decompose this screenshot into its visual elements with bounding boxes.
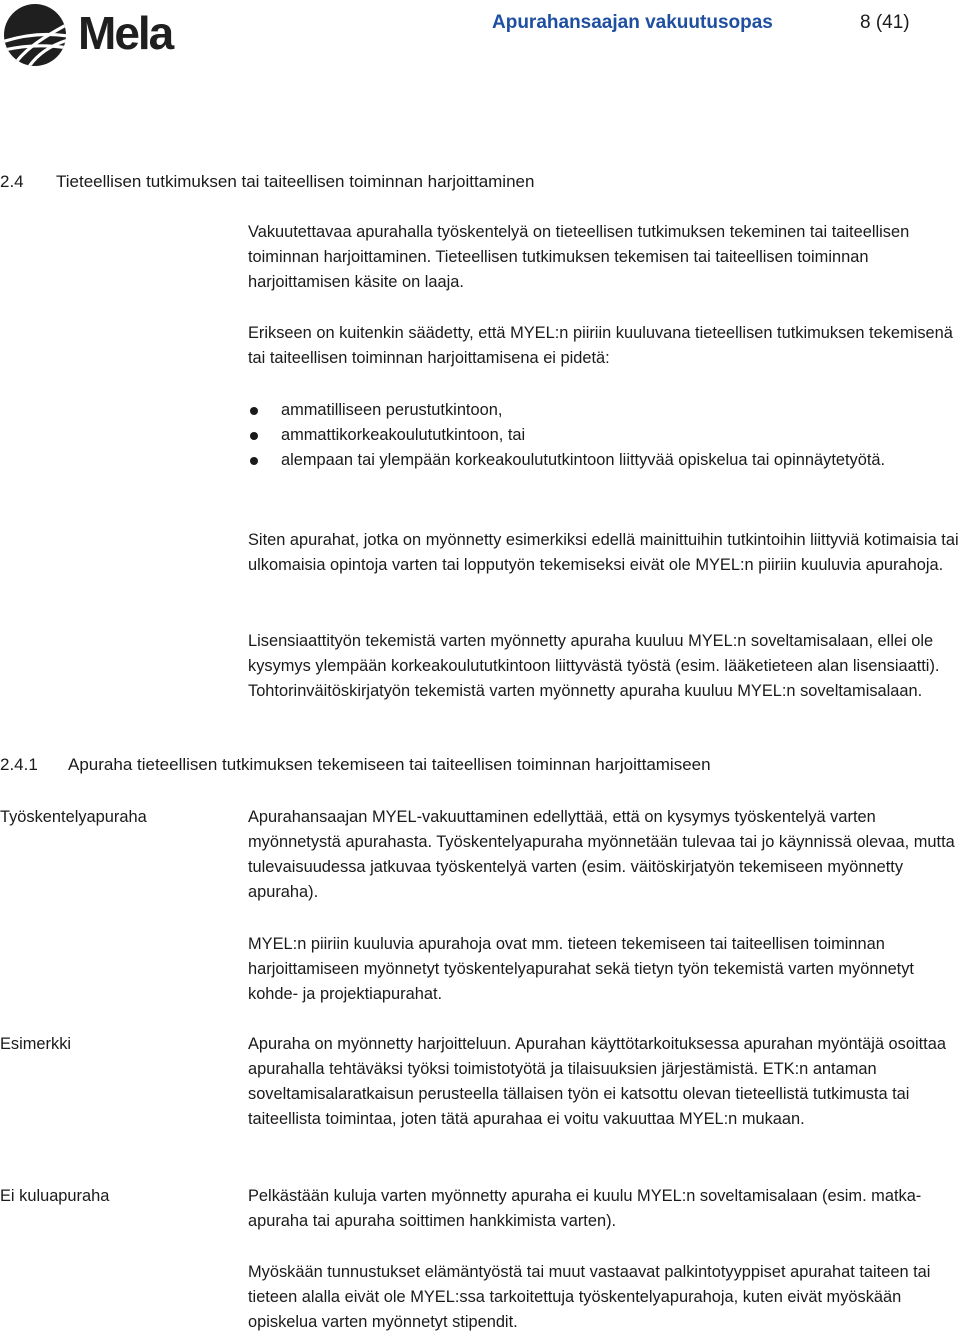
logo-wordmark: Mela bbox=[78, 7, 173, 59]
paragraph-consequence: Siten apurahat, jotka on myönnetty esimerkiksi edellä mainittuihin tutkintoihin liittyviä kotimaisia tai ulkomaisia opintoja varten tai lopputyön tekemiseksi eivät ole MYEL:n piiriin kuuluvia apurahoja. bbox=[248, 531, 959, 574]
bullet-icon bbox=[250, 407, 258, 415]
exclusion-list bbox=[248, 398, 960, 473]
section-title: Tieteellisen tutkimuksen tai taiteellisen toiminnan harjoittaminen bbox=[56, 172, 535, 191]
paragraph-myel-grants: MYEL:n piiriin kuuluvia apurahoja ovat mm. tieteen tekemiseen tai taiteellisen toiminnan harjoittamiseen myönnetyt työskentelyapurahat sekä tietyn työn tekemistä varten myönnetyt kohde- ja projektiapurahat. bbox=[248, 935, 914, 1003]
bullet-icon bbox=[250, 457, 258, 465]
subsection-title: Apuraha tieteellisen tutkimuksen tekemiseen tai taiteellisen toiminnan harjoittamiseen bbox=[68, 755, 711, 774]
section-number: 2.4 bbox=[0, 172, 24, 191]
subsection-heading bbox=[0, 755, 711, 775]
paragraph-expense-grant: Pelkästään kuluja varten myönnetty apuraha ei kuulu MYEL:n soveltamisalaan (esim. matka-apuraha tai apuraha soittimen hankkimista varten). bbox=[248, 1187, 922, 1230]
paragraph-working-grant: Apurahansaajan MYEL-vakuuttaminen edellyttää, että on kysymys työskentelyä varten myönnetystä apurahasta. Työskentelyapuraha myönnetään tulevaa tai jo käynnissä olevaa, mutta tulevaisuudessa jatkuvaa työskentelyä varten (esim. väitöskirjatyön tekemiseen myönnetty apuraha). bbox=[248, 808, 955, 901]
paragraph-exclusions: Erikseen on kuitenkin säädetty, että MYEL:n piiriin kuuluvana tieteellisen tutkimuksen tekemisenä tai taiteellisen toiminnan harjoittamisena ei pidetä: bbox=[248, 324, 953, 367]
list-item: ammatilliseen perustutkintoon, bbox=[248, 398, 960, 423]
side-label-ei-kuluapuraha: Ei kuluapuraha bbox=[0, 1187, 110, 1205]
document-title: Apurahansaajan vakuutusopas bbox=[492, 12, 773, 33]
side-label-esimerkki: Esimerkki bbox=[0, 1035, 72, 1053]
paragraph-intro: Vakuutettavaa apurahalla työskentelyä on tieteellisen tutkimuksen tekeminen tai taiteellisen toiminnan harjoittaminen. Tieteellisen tutkimuksen tekemisen tai taiteellisen toiminnan harjoittamisen käsite on laaja. bbox=[248, 223, 910, 291]
list-item: ammattikorkeakoulututkintoon, tai bbox=[248, 423, 960, 448]
page-number: 8 (41) bbox=[860, 12, 910, 33]
side-label-tyoskentelyapuraha: Työskentelyapuraha bbox=[0, 808, 147, 826]
paragraph-example: Apuraha on myönnetty harjoitteluun. Apurahan käyttötarkoituksessa apurahan myöntäjä osoittaa apurahalla tehtäväksi työksi toimistotyötä ja tilaisuuksien järjestämistä. ETK:n antaman soveltamisalaratkaisun perusteella tällaisen työn ei katsottu olevan tieteellistä tutkimusta tai taiteellista toimintaa, joten tätä apurahaa ei voitu vakuuttaa MYEL:n mukaan. bbox=[248, 1035, 946, 1128]
paragraph-licentiate: Lisensiaattityön tekemistä varten myönnetty apuraha kuuluu MYEL:n soveltamisalaan, ellei ole kysymys ylempään korkeakoulututkintoon liittyvästä työstä (esim. lääketieteen alan lisensiaatti). Tohtorinväitöskirjatyön tekemistä varten myönnetty apuraha kuuluu MYEL:n soveltamisalaan. bbox=[248, 632, 940, 700]
bullet-icon bbox=[250, 432, 258, 440]
paragraph-awards: Myöskään tunnustukset elämäntyöstä tai muut vastaavat palkintotyyppiset apurahat taiteen tai tieteen alalla eivät ole MYEL:ssa tarkoitettuja työskentelyapurahoja, kuten eivät myöskään opiskelua varten myönnetyt stipendit. bbox=[248, 1263, 931, 1331]
section-heading bbox=[0, 172, 534, 192]
list-item: alempaan tai ylempään korkeakoulututkintoon liittyvää opiskelua tai opinnäytetyötä. bbox=[248, 448, 960, 473]
subsection-number: 2.4.1 bbox=[0, 755, 38, 774]
